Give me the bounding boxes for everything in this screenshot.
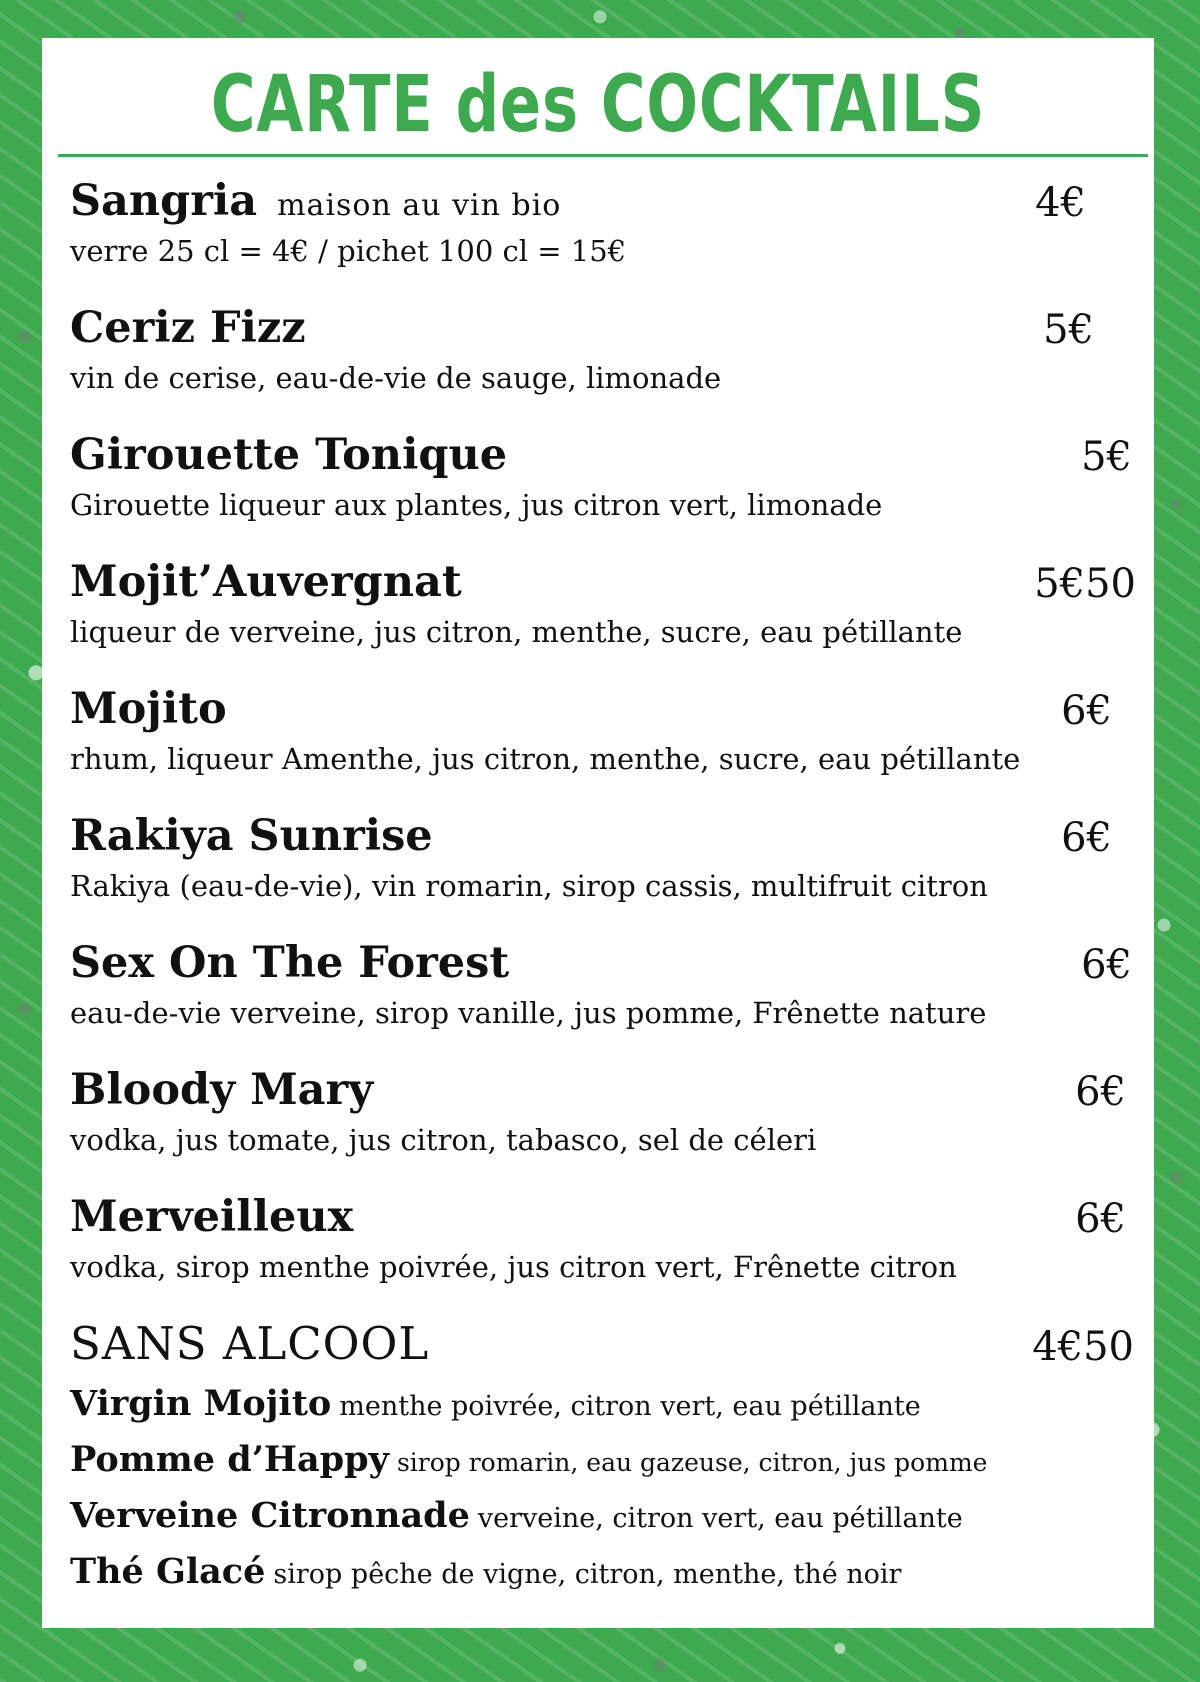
- item-name: Sex On The Forest: [70, 938, 510, 988]
- na-item-virgin-mojito: [70, 1383, 1144, 1424]
- menu-item-sex-on-the-forest: [70, 940, 1134, 1030]
- menu-item-girouette-tonique: [70, 432, 1134, 522]
- item-name: Mojito: [70, 684, 227, 734]
- menu-item-mojit-auvergnat: [70, 559, 1134, 649]
- item-price: 6€: [1061, 688, 1112, 734]
- menu-item-rakiya-sunrise: [70, 813, 1134, 903]
- item-name: Thé Glacé: [70, 1551, 266, 1592]
- item-price: 6€: [1075, 1069, 1126, 1115]
- item-description: rhum, liqueur Amenthe, jus citron, menthe, sucre, eau pétillante: [70, 742, 1021, 776]
- item-price: 4€: [1035, 180, 1086, 226]
- item-description: menthe poivrée, citron vert, eau pétillante: [339, 1391, 921, 1422]
- item-description: vodka, jus tomate, jus citron, tabasco, sel de céleri: [70, 1123, 817, 1157]
- sans-alcool-header: [70, 1317, 1134, 1372]
- na-item-the-glace: [70, 1551, 1144, 1592]
- item-description: Girouette liqueur aux plantes, jus citron vert, limonade: [70, 488, 883, 522]
- title-divider: [58, 154, 1148, 157]
- item-name: Merveilleux: [70, 1192, 354, 1242]
- menu-item-sangria: [70, 178, 1134, 268]
- item-description: liqueur de verveine, jus citron, menthe, sucre, eau pétillante: [70, 615, 963, 649]
- item-price: 5€50: [1034, 561, 1136, 607]
- item-price: 6€: [1061, 815, 1112, 861]
- item-name: Girouette Tonique: [70, 430, 508, 480]
- item-description: verre 25 cl = 4€ / pichet 100 cl = 15€: [70, 234, 627, 268]
- item-description: vodka, sirop menthe poivrée, jus citron vert, Frênette citron: [70, 1250, 957, 1284]
- section-title: SANS ALCOOL: [70, 1317, 430, 1370]
- item-name: Rakiya Sunrise: [70, 811, 433, 861]
- item-name: Verveine Citronnade: [70, 1495, 470, 1536]
- item-name: Mojit’Auvergnat: [70, 557, 462, 607]
- section-price: 4€50: [1032, 1324, 1134, 1370]
- item-name: Pomme d’Happy: [70, 1439, 389, 1480]
- item-description: Rakiya (eau-de-vie), vin romarin, sirop cassis, multifruit citron: [70, 869, 988, 903]
- item-name: Bloody Mary: [70, 1065, 374, 1115]
- menu-panel: [42, 38, 1154, 1628]
- menu-item-merveilleux: [70, 1194, 1134, 1284]
- item-price: 5€: [1081, 434, 1132, 480]
- item-description: verveine, citron vert, eau pétillante: [477, 1503, 963, 1534]
- menu-item-ceriz-fizz: [70, 305, 1134, 395]
- item-description: sirop romarin, eau gazeuse, citron, jus pomme: [396, 1448, 988, 1477]
- item-price: 5€: [1043, 307, 1094, 353]
- item-description: eau-de-vie verveine, sirop vanille, jus pomme, Frênette nature: [70, 996, 987, 1030]
- item-name: Virgin Mojito: [70, 1383, 332, 1424]
- na-item-pomme-d-happy: [70, 1439, 1144, 1480]
- item-description: sirop pêche de vigne, citron, menthe, thé noir: [273, 1559, 902, 1590]
- na-item-verveine-citronnade: [70, 1495, 1144, 1536]
- menu-item-bloody-mary: [70, 1067, 1134, 1157]
- item-price: 6€: [1081, 942, 1132, 988]
- item-name: Ceriz Fizz: [70, 303, 306, 353]
- item-description: vin de cerise, eau-de-vie de sauge, limonade: [70, 361, 722, 395]
- item-subtitle: maison au vin bio: [277, 188, 562, 223]
- menu-title: CARTE des COCKTAILS: [210, 60, 986, 150]
- menu-item-mojito: [70, 686, 1134, 776]
- item-name: Sangria maison au vin bio: [70, 176, 562, 226]
- item-price: 6€: [1075, 1196, 1126, 1242]
